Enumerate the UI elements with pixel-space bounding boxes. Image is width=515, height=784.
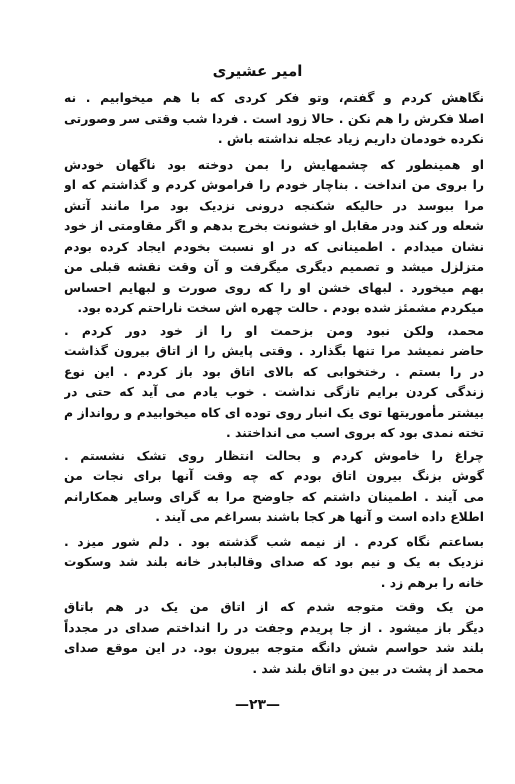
text-line: می آیند . اطمینان داشتم که جاوضح مرا به گرای وسایر همکارانم: [64, 488, 484, 504]
text-line: نشان میدادم . اطمینانی که در او نسبت بخودم ایجاد کرده بودم: [64, 238, 484, 254]
text-line: نکرده خودمان داریم زیاد عجله نداشته باش .: [217, 131, 484, 146]
text-line: اطلاع داده است و آنها هر کجا باشند بسراغم می آیند .: [155, 509, 484, 524]
text-line: تخته نمدی بود که بروی اسب می انداختند .: [225, 425, 484, 440]
text-line: بلند شد حواسم شش دانگه متوجه بیرون بود. در این موقع صدای: [64, 640, 484, 655]
text-line: دیگر باز میشود . از جا پریدم وجفت در را انداختم صدای در مجدداً: [64, 619, 484, 635]
text-line: چراغ را خاموش کردم و بحالت انتظار روی تشک نشستم .: [64, 447, 484, 463]
text-line: بساعتم نگاه کردم . از نیمه شب گذشته بود . دلم شور میزد .: [64, 533, 484, 549]
text-line: متزلزل میشد و تصمیم دیگری میگرفت و آن وقت نقشه قبلی من: [64, 259, 484, 274]
text-line: شعله ور کند ودر مقابل او خشونت بخرج بدهم و اگر مقاومتی از خود: [64, 218, 484, 233]
paragraph: [64, 597, 484, 679]
page-header-title: امیر عشیری: [212, 62, 303, 80]
paragraph: [64, 155, 484, 319]
text-line: مرا ببوسد در حالیکه شکنجه درونی نزدیک بود مرا مانند آتش: [64, 197, 484, 213]
paragraph: [64, 532, 484, 594]
text-line: در را بستم . رختخوابی که بالای اتاق بود باز کردم . این نوع: [64, 363, 484, 379]
body-text: [64, 88, 484, 679]
text-line: را بروی من انداخت . بناچار خودم را فراموش کردم و گذاشتم که او: [64, 177, 484, 192]
paragraph: [64, 321, 484, 444]
text-line: نزدیک به یک و نیم بود که صدای وقالبابدر خانه بلند شد وسکوت: [64, 554, 484, 569]
text-line: خانه را برهم زد .: [380, 574, 484, 590]
text-line: او همینطور که چشمهایش را بمن دوخته بود ناگهان خودش: [64, 156, 484, 172]
page-number: —٢٣—: [234, 697, 281, 713]
paragraph: [64, 88, 484, 150]
text-line: من یک وقت متوجه شدم که از اتاق من یک در هم باتاق: [64, 599, 484, 614]
text-line: بیشتر مأموریتها توی یک انبار روی توده ای کاه میخوابیدم و روانداز م: [64, 404, 484, 420]
text-line: میکردم مشمئز شده بودم . حالت چهره اش سخت ناراحتم کرده بود.: [77, 300, 484, 315]
text-line: بهم میخورد . لبهای خشن او را که روی صورت و لبهایم احساس: [64, 279, 484, 295]
text-line: اصلا فکرش را هم نکن . حالا زود است . فردا شب وقتی سر وصورتی: [64, 110, 484, 126]
text-line: محمد از پشت در بین دو اتاق بلند شد .: [252, 660, 484, 676]
text-line: گوش بزنگ بیرون اتاق بودم که چه وقت آنها برای نجات من: [64, 468, 484, 483]
text-line: نگاهش کردم و گفتم، وتو فکر کردی که با هم میخوابیم . نه: [64, 90, 484, 105]
text-line: حاضر نمیشد مرا تنها بگذارد . وقتی پایش را از اتاق بیرون گذاشت: [64, 343, 484, 358]
text-line: زندگی کردن برایم تازگی نداشت . خوب یادم می آید که حتی در: [64, 384, 484, 399]
text-line: محمد، ولکن نبود ومن بزحمت او را از خود دور کردم .: [64, 322, 484, 338]
paragraph: [64, 446, 484, 528]
